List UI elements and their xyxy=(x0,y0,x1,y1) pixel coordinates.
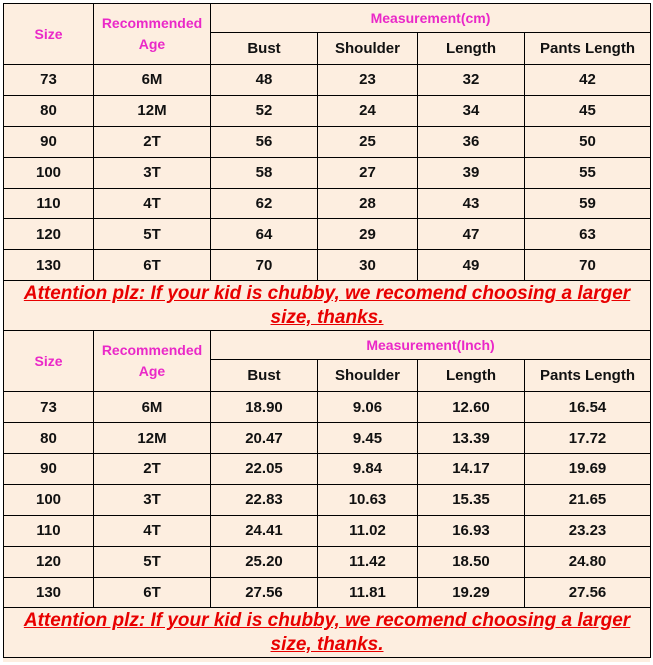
attention-text-line1: Attention plz: If your kid is chubby, we recomend choosing a larger xyxy=(23,282,631,304)
cell-pants: 23.23 xyxy=(525,515,651,546)
recommended-age-header xyxy=(94,4,211,65)
cell-pants: 24.80 xyxy=(525,546,651,577)
cell-shoulder: 11.81 xyxy=(318,577,418,608)
attention-note xyxy=(4,608,651,658)
cell-length: 14.17 xyxy=(418,454,525,485)
cell-shoulder: 29 xyxy=(318,219,418,250)
table-row xyxy=(4,423,651,454)
cell-bust: 70 xyxy=(211,250,318,281)
pants-length-header: Pants Length xyxy=(525,360,651,392)
cell-bust: 64 xyxy=(211,219,318,250)
cell-pants: 42 xyxy=(525,65,651,96)
attention-row-2 xyxy=(4,608,651,658)
cell-age: 12M xyxy=(94,95,211,126)
cell-bust: 24.41 xyxy=(211,515,318,546)
cell-bust: 58 xyxy=(211,157,318,188)
cell-bust: 48 xyxy=(211,65,318,96)
table-row xyxy=(4,546,651,577)
cell-size: 100 xyxy=(4,484,94,515)
cell-length: 39 xyxy=(418,157,525,188)
cell-shoulder: 28 xyxy=(318,188,418,219)
table-row xyxy=(4,454,651,485)
cell-shoulder: 9.45 xyxy=(318,423,418,454)
cell-bust: 22.83 xyxy=(211,484,318,515)
cell-age: 2T xyxy=(94,454,211,485)
cell-shoulder: 23 xyxy=(318,65,418,96)
cell-size: 130 xyxy=(4,577,94,608)
cell-size: 110 xyxy=(4,515,94,546)
attention-text-line1: Attention plz: If your kid is chubby, we recomend choosing a larger xyxy=(23,609,631,631)
recommended-label: Recommended xyxy=(101,342,203,359)
cell-age: 5T xyxy=(94,219,211,250)
recommended-label: Recommended xyxy=(101,15,203,31)
cell-pants: 27.56 xyxy=(525,577,651,608)
cell-shoulder: 11.42 xyxy=(318,546,418,577)
table-row xyxy=(4,188,651,219)
table-row xyxy=(4,577,651,608)
table-row xyxy=(4,157,651,188)
recommended-age-header xyxy=(94,331,211,392)
size-chart-sheet xyxy=(3,3,650,662)
attention-row-1 xyxy=(4,281,651,331)
table-row xyxy=(4,95,651,126)
cell-size: 100 xyxy=(4,157,94,188)
cell-length: 49 xyxy=(418,250,525,281)
table-row xyxy=(4,250,651,281)
cell-age: 3T xyxy=(94,484,211,515)
cell-shoulder: 11.02 xyxy=(318,515,418,546)
cell-length: 32 xyxy=(418,65,525,96)
length-header: Length xyxy=(418,360,525,392)
cell-length: 18.50 xyxy=(418,546,525,577)
pants-length-header: Pants Length xyxy=(525,33,651,65)
cell-shoulder: 30 xyxy=(318,250,418,281)
shoulder-header: Shoulder xyxy=(318,33,418,65)
cm-header-row xyxy=(4,4,651,33)
cell-shoulder: 10.63 xyxy=(318,484,418,515)
cell-bust: 62 xyxy=(211,188,318,219)
attention-text-line2: size, thanks. xyxy=(270,306,384,328)
cell-pants: 17.72 xyxy=(525,423,651,454)
cell-shoulder: 25 xyxy=(318,126,418,157)
cell-age: 6T xyxy=(94,250,211,281)
cell-bust: 18.90 xyxy=(211,392,318,423)
cell-bust: 56 xyxy=(211,126,318,157)
cell-bust: 20.47 xyxy=(211,423,318,454)
age-label: Age xyxy=(138,363,166,380)
bust-header: Bust xyxy=(211,360,318,392)
attention-note xyxy=(4,281,651,331)
cell-length: 16.93 xyxy=(418,515,525,546)
cell-pants: 21.65 xyxy=(525,484,651,515)
cell-age: 4T xyxy=(94,515,211,546)
cell-length: 12.60 xyxy=(418,392,525,423)
cell-bust: 52 xyxy=(211,95,318,126)
measurement-inch-header: Measurement(Inch) xyxy=(211,331,651,360)
cell-shoulder: 9.06 xyxy=(318,392,418,423)
cell-size: 80 xyxy=(4,423,94,454)
table-row xyxy=(4,65,651,96)
cell-size: 90 xyxy=(4,126,94,157)
cell-bust: 22.05 xyxy=(211,454,318,485)
cell-pants: 19.69 xyxy=(525,454,651,485)
length-header: Length xyxy=(418,33,525,65)
cell-size: 80 xyxy=(4,95,94,126)
cell-size: 130 xyxy=(4,250,94,281)
cell-pants: 55 xyxy=(525,157,651,188)
size-header: Size xyxy=(4,331,94,392)
bust-header: Bust xyxy=(211,33,318,65)
cell-pants: 59 xyxy=(525,188,651,219)
cell-age: 6T xyxy=(94,577,211,608)
age-label: Age xyxy=(138,36,166,52)
cell-age: 3T xyxy=(94,157,211,188)
table-row xyxy=(4,484,651,515)
cell-size: 110 xyxy=(4,188,94,219)
cell-age: 5T xyxy=(94,546,211,577)
cell-length: 47 xyxy=(418,219,525,250)
cell-age: 6M xyxy=(94,392,211,423)
cell-pants: 16.54 xyxy=(525,392,651,423)
table-row xyxy=(4,515,651,546)
cell-size: 73 xyxy=(4,65,94,96)
cell-pants: 63 xyxy=(525,219,651,250)
table-row xyxy=(4,126,651,157)
cell-size: 73 xyxy=(4,392,94,423)
cell-length: 36 xyxy=(418,126,525,157)
cell-length: 19.29 xyxy=(418,577,525,608)
cell-length: 15.35 xyxy=(418,484,525,515)
cell-length: 34 xyxy=(418,95,525,126)
cell-pants: 70 xyxy=(525,250,651,281)
cell-size: 90 xyxy=(4,454,94,485)
shoulder-header: Shoulder xyxy=(318,360,418,392)
cell-size: 120 xyxy=(4,219,94,250)
cell-bust: 25.20 xyxy=(211,546,318,577)
table-row xyxy=(4,219,651,250)
cell-pants: 45 xyxy=(525,95,651,126)
cell-age: 12M xyxy=(94,423,211,454)
attention-text-line2: size, thanks. xyxy=(270,633,384,655)
cell-age: 2T xyxy=(94,126,211,157)
cell-size: 120 xyxy=(4,546,94,577)
measurement-cm-header: Measurement(cm) xyxy=(211,4,651,33)
cell-shoulder: 24 xyxy=(318,95,418,126)
inch-table-body xyxy=(4,392,651,608)
inch-header-row xyxy=(4,331,651,360)
cell-shoulder: 9.84 xyxy=(318,454,418,485)
cell-length: 13.39 xyxy=(418,423,525,454)
cell-shoulder: 27 xyxy=(318,157,418,188)
cell-pants: 50 xyxy=(525,126,651,157)
cm-table-body xyxy=(4,65,651,281)
cell-bust: 27.56 xyxy=(211,577,318,608)
cell-age: 6M xyxy=(94,65,211,96)
size-chart-table xyxy=(3,3,651,658)
table-row xyxy=(4,392,651,423)
cell-length: 43 xyxy=(418,188,525,219)
cell-age: 4T xyxy=(94,188,211,219)
size-header: Size xyxy=(4,4,94,65)
